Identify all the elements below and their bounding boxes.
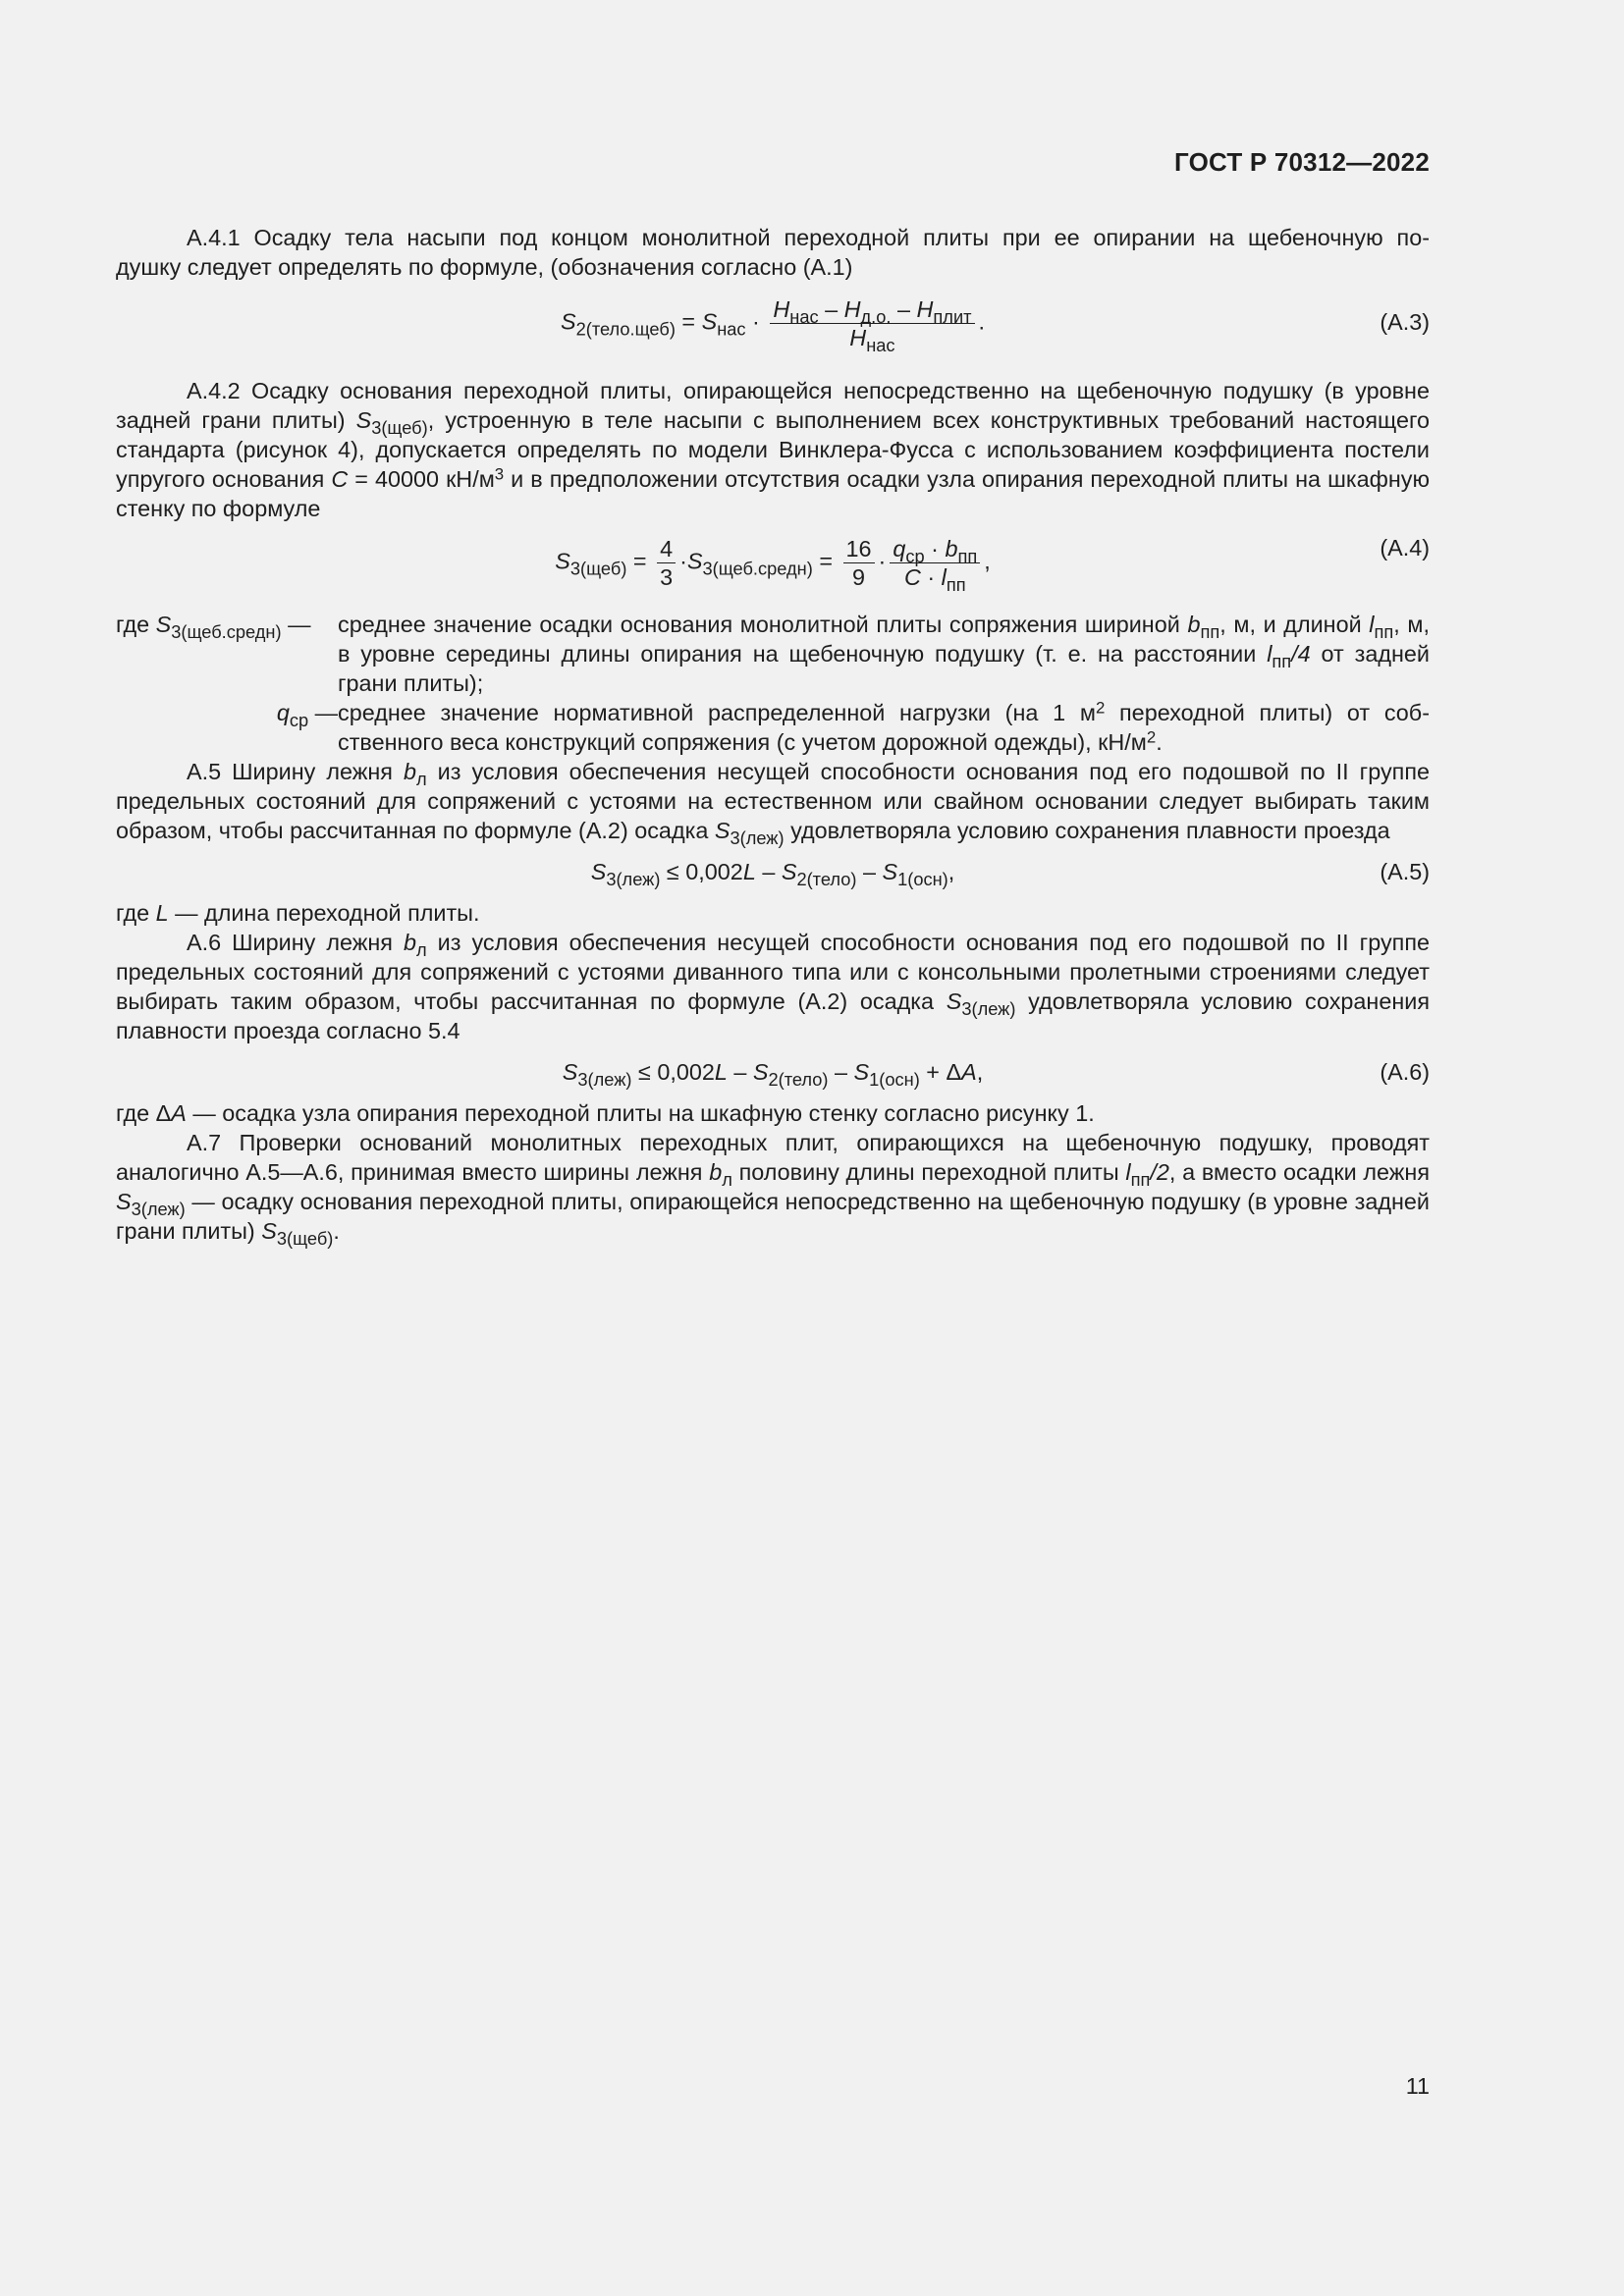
text-run: = 40000 кН/м — [348, 466, 495, 492]
fraction-denominator — [770, 323, 974, 356]
formula-symbol: S — [562, 1059, 578, 1085]
formula-symbol: l — [941, 564, 947, 590]
paragraph-a5 — [116, 757, 1430, 848]
text-run: и в предположении отсутствия осадки узла опирания переходной плиты на шкафную стенку по формуле — [116, 466, 1431, 521]
text-run: где Δ — [116, 1100, 172, 1126]
text-run: переходной плиты) от собственного веса конструкций сопряжения (с учетом дорожной одежды), кН/м — [338, 700, 1430, 755]
formula-subscript: пп — [1200, 620, 1220, 642]
document-body — [116, 223, 1431, 1249]
where-delta-a — [116, 1098, 1430, 1128]
text-run: /4 — [1291, 641, 1311, 667]
formula-subscript: л — [415, 768, 427, 789]
paragraph-a7 — [116, 1128, 1431, 1249]
formula-symbol: S — [701, 309, 718, 335]
formula-symbol: l — [1267, 641, 1272, 667]
formula-symbol: S — [555, 548, 570, 574]
formula-fraction — [770, 295, 974, 356]
formula-operator: · — [745, 309, 767, 335]
formula-symbol: S — [590, 859, 607, 884]
formula-subscript: 3(леж) — [606, 868, 661, 889]
formula-operator: · — [920, 564, 942, 590]
formula-punctuation: . — [978, 309, 985, 335]
formula-subscript: 3(щеб) — [371, 416, 428, 438]
formula-subscript: л — [415, 938, 427, 960]
fraction-numerator — [770, 295, 974, 328]
paragraph-a41-line1: А.4.1 Осадку тела насыпи под концом монолитной переходной плиты при ее опирании на щебеночную по- — [187, 225, 1430, 250]
formula-operator: · — [924, 536, 946, 561]
formula-symbol: S — [946, 988, 962, 1014]
formula-subscript: 3(леж) — [961, 997, 1016, 1019]
equation-number-a6: (А.6) — [1380, 1059, 1430, 1085]
formula-subscript: 3(леж) — [730, 827, 785, 848]
formula-subscript: 1(осн) — [897, 868, 948, 889]
formula-a4 — [116, 531, 1430, 600]
equation-number-a5: (А.5) — [1380, 859, 1430, 884]
fraction-denominator: 9 — [843, 562, 875, 591]
paragraph-a41-line2: душку следует определять по формуле, (обозначения согласно (А.1) — [116, 254, 853, 280]
formula-symbol: b — [945, 536, 958, 561]
formula-symbol: S — [853, 1059, 870, 1085]
formula-symbol: L — [714, 1059, 728, 1085]
formula-operator: = — [675, 309, 702, 335]
formula-superscript: 2 — [1095, 698, 1106, 718]
formula-symbol: A — [171, 1100, 187, 1126]
formula-symbol: S — [781, 859, 797, 884]
document-header: ГОСТ Р 70312—2022 — [1174, 147, 1430, 177]
formula-a3 — [116, 290, 1430, 354]
formula-subscript: 3(леж) — [131, 1198, 186, 1219]
equation-number-a4: (А.4) — [1380, 535, 1430, 561]
formula-symbol: S — [261, 1218, 277, 1244]
text-run: от задней грани плиты); — [338, 641, 1430, 696]
formula-operator: – — [727, 1059, 753, 1085]
formula-operator: – — [891, 296, 917, 323]
fraction-numerator — [890, 535, 980, 566]
formula-symbol: l — [1125, 1159, 1131, 1185]
formula-subscript: ср — [905, 545, 925, 566]
formula-subscript: плит — [933, 306, 972, 328]
formula-punctuation: , — [984, 548, 991, 574]
formula-fraction — [843, 535, 875, 591]
formula-operator: – — [818, 296, 844, 323]
formula-operator: + Δ — [919, 1059, 962, 1085]
formula-operator: = — [812, 548, 839, 574]
formula-subscript: пп — [957, 545, 978, 566]
text-run: — осадку основания переходной плиты, опирающейся непосредственно на щебеночную подушку (в уровне задней грани плиты) — [116, 1189, 1430, 1244]
where-label — [276, 698, 338, 730]
formula-fraction — [890, 535, 980, 595]
formula-subscript: д.о. — [860, 306, 892, 328]
formula-a5 — [116, 857, 1430, 890]
formula-punctuation: , — [947, 859, 955, 884]
paragraph-a42 — [116, 376, 1430, 523]
formula-symbol: b — [403, 759, 416, 784]
formula-subscript: 3(щеб) — [276, 1227, 334, 1249]
formula-symbol: C — [331, 466, 349, 492]
formula-subscript: 2(тело) — [768, 1068, 829, 1090]
text-run: из условия обеспечения несущей способности основания под его подошвой по II группе предельных состояний для сопряжений с устоями на естественном или свайном основании следует выбирать таким образом, чтобы рассчитанная по формуле (А.2) осадка — [116, 759, 1430, 843]
formula-operator: – — [856, 859, 883, 884]
text-run: среднее значение осадки основания монолитной плиты сопряжения шириной — [338, 612, 1188, 637]
formula-symbol: L — [742, 859, 756, 884]
formula-operator: = — [626, 548, 654, 574]
formula-subscript: пп — [1272, 650, 1292, 671]
text-run: . — [1156, 729, 1163, 755]
formula-subscript: 2(тело) — [796, 868, 857, 889]
formula-symbol: H — [773, 296, 790, 323]
formula-subscript: 3(щеб.средн) — [171, 620, 282, 642]
page-number: 11 — [1405, 2073, 1430, 2099]
formula-symbol: S — [752, 1059, 769, 1085]
text-run: удовлетворяла условию сохранения плавности проезда — [784, 818, 1390, 843]
formula-symbol: S — [155, 612, 172, 637]
formula-subscript: пп — [1130, 1168, 1151, 1190]
fraction-denominator — [890, 562, 980, 595]
text-run: А.5 Ширину лежня — [187, 759, 404, 784]
formula-symbol: S — [355, 407, 372, 433]
formula-symbol: A — [961, 1059, 977, 1085]
text-run: А.6 Ширину лежня — [187, 930, 404, 955]
formula-symbol: S — [714, 818, 731, 843]
text-run: половину длины переходной плиты — [731, 1159, 1126, 1185]
text-run: где — [116, 900, 156, 926]
formula-symbol: S — [561, 309, 576, 335]
formula-symbol: q — [893, 536, 906, 561]
text-run: . — [333, 1218, 340, 1244]
where-definition — [338, 610, 1430, 698]
formula-operator: ≤ 0,002 — [631, 1059, 715, 1085]
where-item-s3-mean — [116, 610, 1430, 698]
text-run: , а вместо осадки лежня — [1168, 1159, 1431, 1185]
fraction-denominator: 3 — [657, 562, 676, 591]
formula-subscript: 3(щеб.средн) — [702, 558, 813, 579]
formula-symbol: l — [1369, 612, 1375, 637]
formula-operator: – — [828, 1059, 854, 1085]
formula-subscript: л — [722, 1168, 732, 1190]
formula-symbol: S — [882, 859, 898, 884]
formula-symbol: q — [276, 700, 290, 725]
formula-superscript: 3 — [494, 464, 505, 484]
text-run: удовлетворяла условию сохранения плавности проезда согласно 5.4 — [116, 988, 1430, 1043]
formula-subscript: 3(щеб) — [569, 558, 627, 579]
text-run: — осадка узла опирания переходной плиты на шкафную стенку согласно рисунку 1. — [186, 1100, 1095, 1126]
text-run: , м, в уровне середины длины опирания на щебеночную подушку (т. е. на расстоянии — [338, 612, 1430, 667]
text-run: — — [308, 700, 338, 725]
text-run: , м, и длиной — [1219, 612, 1370, 637]
formula-a6 — [116, 1057, 1430, 1091]
equation-number-a3: (А.3) — [1380, 309, 1430, 335]
formula-symbol: L — [155, 900, 169, 926]
formula-fraction — [657, 535, 676, 591]
formula-operator: · — [679, 548, 687, 574]
formula-subscript: 2(тело.щеб) — [575, 318, 676, 340]
text-run: из условия обеспечения несущей способности основания под его подошвой по II группе предельных состояний для сопряжений с устоями диванного типа или с консольными пролетными строениями следует выбирать таким образом, чтобы рассчитанная по формуле (А.2) осадка — [116, 930, 1430, 1014]
where-definition — [338, 698, 1430, 757]
formula-symbol: S — [116, 1189, 132, 1214]
formula-symbol: b — [709, 1159, 723, 1185]
formula-symbol: S — [686, 548, 703, 574]
formula-operator: ≤ 0,002 — [660, 859, 743, 884]
text-run: , устроенную в теле насыпи с выполнением всех конструктивных требований настоящего стандарта (рисунок 4), допускается определять по модели Винклера-Фусса с использованием коэффициента постели упругого основания — [116, 407, 1430, 492]
text-run: А.7 Проверки оснований монолитных переходных плит, опирающихся на щебеночную подушку, проводят аналогично А.5—А.6, принимая вместо ширины лежня — [116, 1130, 1430, 1185]
formula-symbol: b — [403, 930, 416, 955]
text-run: /2 — [1150, 1159, 1169, 1185]
where-item-q-mean — [116, 698, 1430, 757]
formula-operator: – — [755, 859, 782, 884]
formula-symbol: b — [1187, 612, 1201, 637]
formula-symbol: H — [849, 325, 867, 351]
text-run: где — [116, 612, 156, 637]
formula-superscript: 2 — [1146, 727, 1157, 747]
formula-symbol: C — [903, 564, 921, 590]
text-run: — — [281, 612, 311, 637]
formula-punctuation: , — [976, 1059, 984, 1085]
fraction-numerator: 16 — [845, 536, 872, 561]
formula-symbol: H — [843, 296, 861, 323]
fraction-numerator: 4 — [660, 536, 674, 561]
formula-subscript: нас — [866, 335, 895, 356]
formula-subscript: нас — [789, 306, 819, 328]
formula-subscript: пп — [946, 573, 966, 595]
text-run: — длина переходной плиты. — [168, 900, 480, 926]
formula-subscript: ср — [289, 709, 309, 730]
formula-operator: · — [878, 548, 887, 574]
where-l — [116, 898, 1430, 928]
formula-subscript: 3(леж) — [577, 1068, 632, 1090]
paragraph-a6 — [116, 928, 1430, 1045]
formula-subscript: пп — [1374, 620, 1394, 642]
text-run: А.4.2 Осадку основания переходной плиты, опирающейся непосредственно на щебеночную подушку (в уровне задней грани плиты) — [116, 378, 1430, 433]
formula-symbol: H — [916, 296, 934, 323]
formula-subscript: нас — [717, 318, 746, 340]
text-run: среднее значение нормативной распределенной нагрузки (на 1 м — [338, 700, 1096, 725]
formula-subscript: 1(осн) — [869, 1068, 920, 1090]
where-label — [116, 610, 311, 642]
